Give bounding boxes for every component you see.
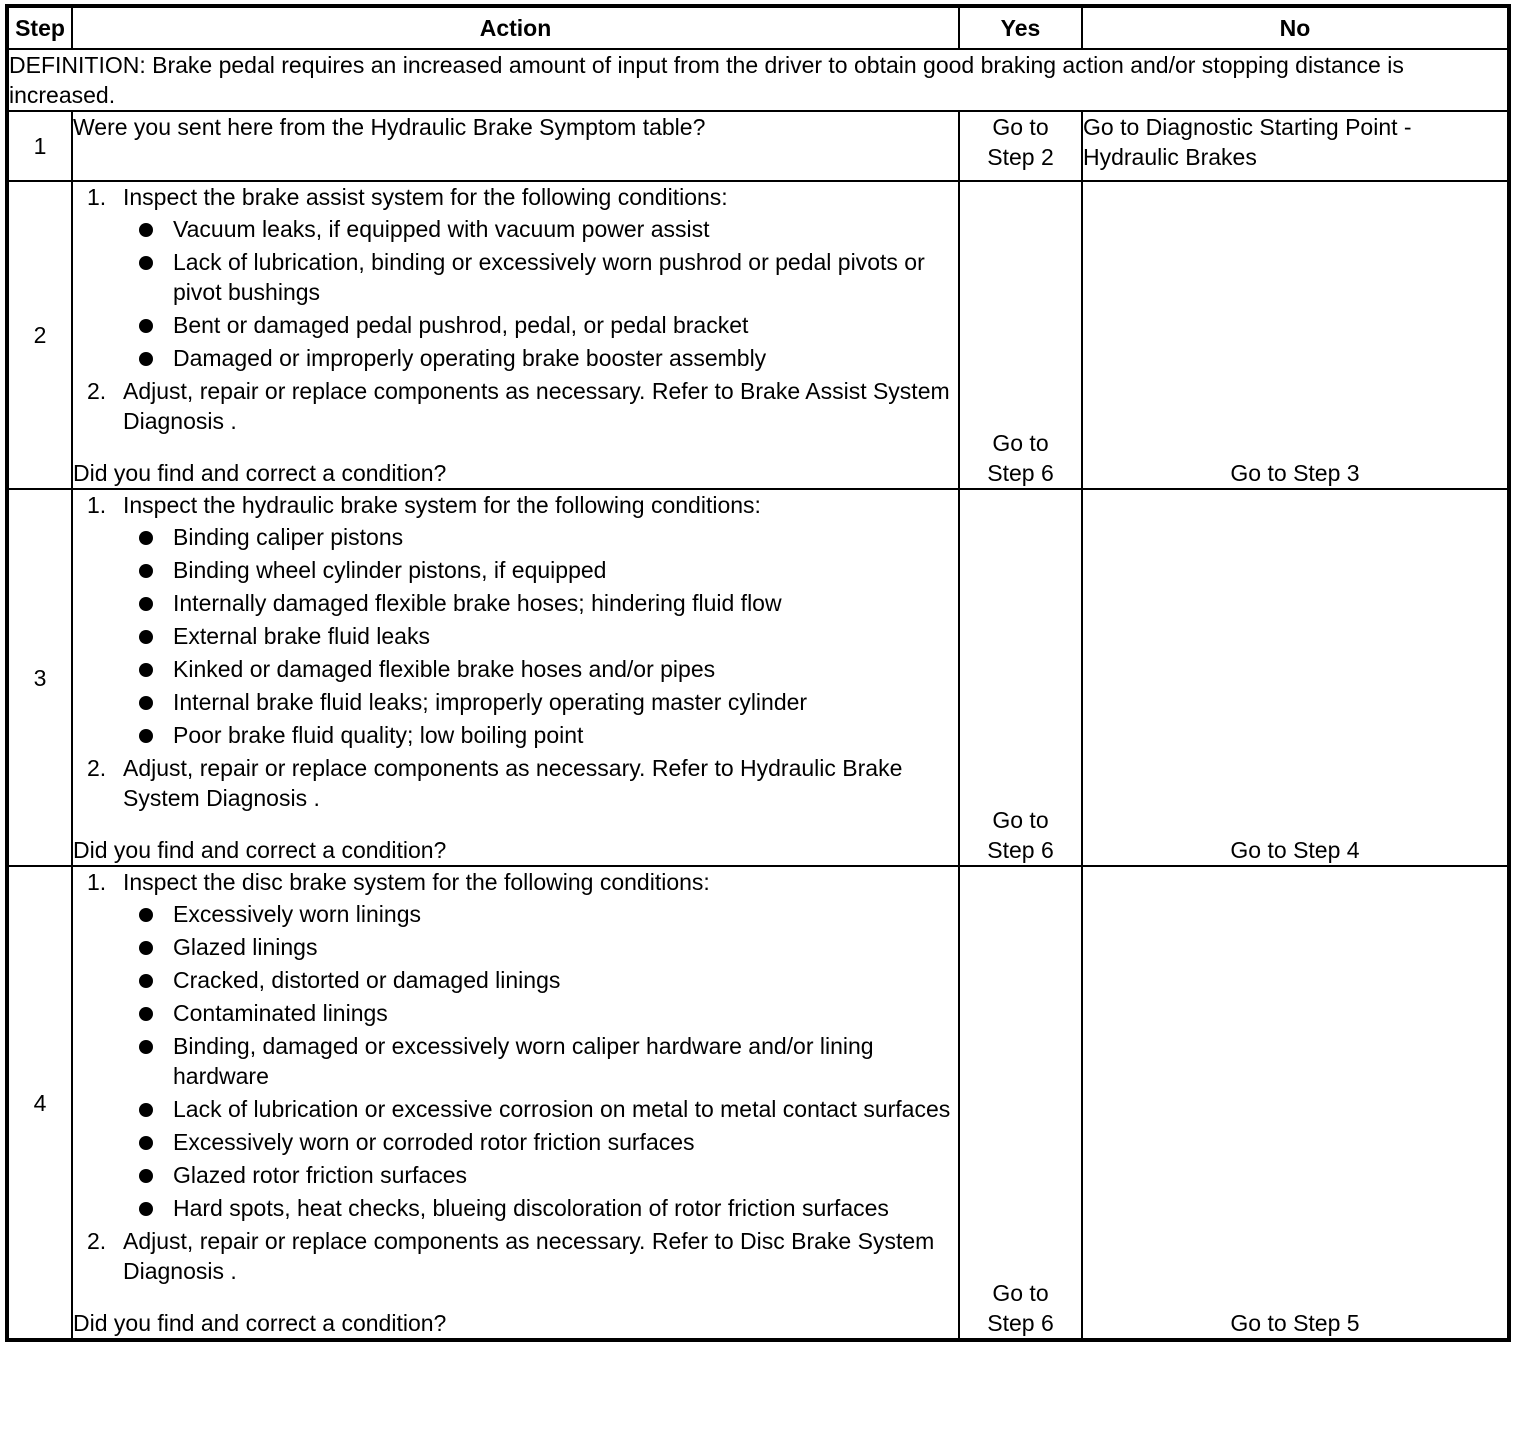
bullet-icon <box>139 564 153 578</box>
diagnostic-table <box>7 6 1509 1340</box>
condition-list <box>123 899 958 1223</box>
step-item-number: 2. <box>87 755 107 781</box>
no-cell: Go to Step 3 <box>1082 181 1508 489</box>
condition-item <box>123 720 958 750</box>
condition-item <box>123 1193 958 1223</box>
header-step: Step <box>8 7 72 49</box>
header-action: Action <box>72 7 959 49</box>
condition-text: Bent or damaged pedal pushrod, pedal, or pedal bracket <box>173 312 749 338</box>
bullet-icon <box>139 630 153 644</box>
definition-row <box>8 49 1508 111</box>
table-row <box>8 866 1508 1339</box>
step-number: 4 <box>8 866 72 1339</box>
no-cell: Go to Diagnostic Starting Point - Hydraulic Brakes <box>1082 111 1508 181</box>
bullet-icon <box>139 1007 153 1021</box>
action-step <box>73 376 958 436</box>
step-item-text: Inspect the hydraulic brake system for the following conditions: <box>123 492 761 518</box>
condition-item <box>123 654 958 684</box>
bullet-icon <box>139 729 153 743</box>
condition-text: Internal brake fluid leaks; improperly operating master cylinder <box>173 689 808 715</box>
condition-text: Poor brake fluid quality; low boiling point <box>173 722 584 748</box>
step-item-number: 1. <box>87 869 107 895</box>
condition-item <box>123 687 958 717</box>
step-number: 3 <box>8 489 72 866</box>
condition-text: Lack of lubrication or excessive corrosion on metal to metal contact surfaces <box>173 1096 951 1122</box>
condition-text: Binding wheel cylinder pistons, if equipped <box>173 557 607 583</box>
condition-item <box>123 932 958 962</box>
bullet-icon <box>139 223 153 237</box>
table-row <box>8 489 1508 866</box>
condition-text: Excessively worn linings <box>173 901 421 927</box>
condition-text: Kinked or damaged flexible brake hoses and/or pipes <box>173 656 716 682</box>
condition-item <box>123 247 958 307</box>
action-step <box>73 490 958 750</box>
bullet-icon <box>139 256 153 270</box>
action-steps <box>73 182 958 436</box>
bullet-icon <box>139 974 153 988</box>
condition-text: Binding caliper pistons <box>173 524 404 550</box>
condition-text: Internally damaged flexible brake hoses; hindering fluid flow <box>173 590 782 616</box>
step-item-text: Adjust, repair or replace components as necessary. Refer to Disc Brake System Diagnosis . <box>123 1228 935 1284</box>
condition-item <box>123 899 958 929</box>
bullet-icon <box>139 1040 153 1054</box>
condition-text: Glazed rotor friction surfaces <box>173 1162 468 1188</box>
condition-item <box>123 998 958 1028</box>
step-item-number: 2. <box>87 378 107 404</box>
step-number: 1 <box>8 111 72 181</box>
condition-text: Glazed linings <box>173 934 318 960</box>
condition-text: Damaged or improperly operating brake booster assembly <box>173 345 767 371</box>
action-steps <box>73 867 958 1286</box>
yes-target: Go to Step 6 <box>987 807 1054 863</box>
action-question: Did you find and correct a condition? <box>73 1310 447 1336</box>
action-step <box>73 867 958 1223</box>
condition-text: Cracked, distorted or damaged linings <box>173 967 561 993</box>
table-row <box>8 111 1508 181</box>
table-row <box>8 181 1508 489</box>
action-cell <box>72 489 959 866</box>
action-question: Did you find and correct a condition? <box>73 837 447 863</box>
bullet-icon <box>139 531 153 545</box>
action-question: Were you sent here from the Hydraulic Brake Symptom table? <box>72 111 959 181</box>
condition-text: Contaminated linings <box>173 1000 388 1026</box>
action-step <box>73 753 958 813</box>
condition-list <box>123 214 958 373</box>
header-row <box>8 7 1508 49</box>
header-no: No <box>1082 7 1508 49</box>
condition-item <box>123 1160 958 1190</box>
condition-item <box>123 310 958 340</box>
condition-item <box>123 621 958 651</box>
step-item-text: Adjust, repair or replace components as necessary. Refer to Brake Assist System Diagnosis . <box>123 378 950 434</box>
condition-item <box>123 214 958 244</box>
yes-cell <box>959 181 1082 489</box>
condition-item <box>123 588 958 618</box>
bullet-icon <box>139 1169 153 1183</box>
bullet-icon <box>139 1202 153 1216</box>
action-cell <box>72 181 959 489</box>
bullet-icon <box>139 597 153 611</box>
yes-cell <box>959 866 1082 1339</box>
bullet-icon <box>139 941 153 955</box>
no-cell: Go to Step 4 <box>1082 489 1508 866</box>
step-item-number: 2. <box>87 1228 107 1254</box>
action-cell <box>72 866 959 1339</box>
yes-cell <box>959 489 1082 866</box>
action-question: Did you find and correct a condition? <box>73 460 447 486</box>
condition-text: Excessively worn or corroded rotor friction surfaces <box>173 1129 695 1155</box>
condition-item <box>123 1094 958 1124</box>
yes-target: Go to Step 6 <box>987 1280 1054 1336</box>
bullet-icon <box>139 319 153 333</box>
condition-item <box>123 555 958 585</box>
bullet-icon <box>139 908 153 922</box>
action-steps <box>73 490 958 813</box>
yes-target: Go to Step 6 <box>987 430 1054 486</box>
step-item-text: Inspect the brake assist system for the following conditions: <box>123 184 728 210</box>
step-item-number: 1. <box>87 184 107 210</box>
step-item-text: Adjust, repair or replace components as necessary. Refer to Hydraulic Brake System Diagnosis . <box>123 755 903 811</box>
condition-item <box>123 1127 958 1157</box>
step-item-text: Inspect the disc brake system for the following conditions: <box>123 869 710 895</box>
no-cell: Go to Step 5 <box>1082 866 1508 1339</box>
bullet-icon <box>139 663 153 677</box>
action-step <box>73 1226 958 1286</box>
bullet-icon <box>139 1136 153 1150</box>
condition-item <box>123 522 958 552</box>
yes-cell <box>959 111 1082 181</box>
condition-text: Vacuum leaks, if equipped with vacuum power assist <box>173 216 710 242</box>
bullet-icon <box>139 352 153 366</box>
condition-text: Lack of lubrication, binding or excessively worn pushrod or pedal pivots or pivot bushings <box>173 249 925 305</box>
condition-text: Binding, damaged or excessively worn caliper hardware and/or lining hardware <box>173 1033 874 1089</box>
condition-item <box>123 965 958 995</box>
condition-item <box>123 343 958 373</box>
action-step <box>73 182 958 373</box>
yes-target: Go to Step 2 <box>987 114 1054 170</box>
header-yes: Yes <box>959 7 1082 49</box>
step-number: 2 <box>8 181 72 489</box>
condition-text: Hard spots, heat checks, blueing discoloration of rotor friction surfaces <box>173 1195 889 1221</box>
condition-item <box>123 1031 958 1091</box>
condition-list <box>123 522 958 750</box>
bullet-icon <box>139 1103 153 1117</box>
condition-text: External brake fluid leaks <box>173 623 430 649</box>
bullet-icon <box>139 696 153 710</box>
definition-text: DEFINITION: Brake pedal requires an increased amount of input from the driver to obtain good braking action and/or stopping distance is increased. <box>8 49 1508 111</box>
step-item-number: 1. <box>87 492 107 518</box>
